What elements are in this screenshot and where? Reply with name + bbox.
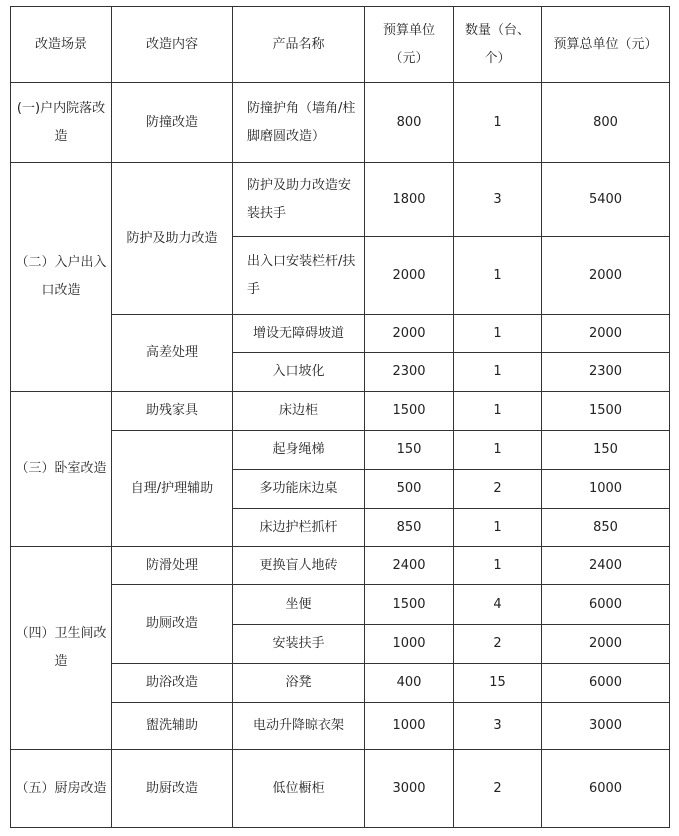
header-unit-price: 预算单位（元） [365,7,454,83]
table-row [11,83,670,163]
unit-price-cell: 400 [365,664,454,703]
product-cell: 床边护栏抓杆 [233,509,365,547]
quantity-cell: 2 [454,750,542,828]
unit-price-cell: 1800 [365,163,454,237]
product-cell: 低位橱柜 [233,750,365,828]
unit-price-cell: 2400 [365,547,454,585]
table-row [11,547,670,585]
product-cell: 防撞护角（墙角/柱脚磨圆改造） [233,83,365,163]
product-cell: 更换盲人地砖 [233,547,365,585]
header-content: 改造内容 [112,7,233,83]
header-quantity: 数量（台、个） [454,7,542,83]
total-cell: 1500 [542,392,670,431]
content-cell: 高差处理 [112,315,233,392]
scene-cell: （五）厨房改造 [11,750,112,828]
quantity-cell: 1 [454,237,542,315]
header-scene: 改造场景 [11,7,112,83]
total-cell: 150 [542,431,670,470]
unit-price-cell: 1500 [365,585,454,625]
product-cell: 坐便 [233,585,365,625]
header-product: 产品名称 [233,7,365,83]
total-cell: 2000 [542,315,670,353]
total-cell: 2400 [542,547,670,585]
content-cell: 防撞改造 [112,83,233,163]
quantity-cell: 3 [454,163,542,237]
content-cell: 助厨改造 [112,750,233,828]
unit-price-cell: 2000 [365,315,454,353]
product-cell: 多功能床边桌 [233,470,365,509]
quantity-cell: 1 [454,83,542,163]
content-cell: 防滑处理 [112,547,233,585]
quantity-cell: 2 [454,625,542,664]
total-cell: 1000 [542,470,670,509]
scene-cell: (一)户内院落改造 [11,83,112,163]
total-cell: 2300 [542,353,670,392]
total-cell: 2000 [542,237,670,315]
product-cell: 出入口安装栏杆/扶手 [233,237,365,315]
total-cell: 6000 [542,750,670,828]
product-cell: 起身绳梯 [233,431,365,470]
product-cell: 浴凳 [233,664,365,703]
content-cell: 自理/护理辅助 [112,431,233,547]
unit-price-cell: 800 [365,83,454,163]
unit-price-cell: 850 [365,509,454,547]
quantity-cell: 1 [454,509,542,547]
product-cell: 增设无障碍坡道 [233,315,365,353]
scene-cell: （二）入户出入口改造 [11,163,112,392]
quantity-cell: 15 [454,664,542,703]
scene-cell: （三）卧室改造 [11,392,112,547]
unit-price-cell: 3000 [365,750,454,828]
quantity-cell: 1 [454,392,542,431]
total-cell: 6000 [542,585,670,625]
unit-price-cell: 1000 [365,625,454,664]
header-row [11,7,670,83]
table-row [11,163,670,237]
product-cell: 防护及助力改造安装扶手 [233,163,365,237]
quantity-cell: 3 [454,703,542,750]
unit-price-cell: 500 [365,470,454,509]
total-cell: 6000 [542,664,670,703]
content-cell: 盥洗辅助 [112,703,233,750]
product-cell: 入口坡化 [233,353,365,392]
total-cell: 3000 [542,703,670,750]
scene-cell: （四）卫生间改造 [11,547,112,750]
content-cell: 助残家具 [112,392,233,431]
quantity-cell: 4 [454,585,542,625]
content-cell: 防护及助力改造 [112,163,233,315]
quantity-cell: 1 [454,431,542,470]
unit-price-cell: 1500 [365,392,454,431]
total-cell: 800 [542,83,670,163]
total-cell: 5400 [542,163,670,237]
total-cell: 2000 [542,625,670,664]
unit-price-cell: 1000 [365,703,454,750]
quantity-cell: 1 [454,353,542,392]
total-cell: 850 [542,509,670,547]
content-cell: 助厕改造 [112,585,233,664]
quantity-cell: 1 [454,547,542,585]
unit-price-cell: 2300 [365,353,454,392]
header-total: 预算总单位（元） [542,7,670,83]
quantity-cell: 2 [454,470,542,509]
product-cell: 安装扶手 [233,625,365,664]
renovation-budget-table [10,6,670,828]
table-row [11,392,670,431]
unit-price-cell: 150 [365,431,454,470]
quantity-cell: 1 [454,315,542,353]
product-cell: 床边柜 [233,392,365,431]
product-cell: 电动升降晾衣架 [233,703,365,750]
unit-price-cell: 2000 [365,237,454,315]
table-row [11,750,670,828]
content-cell: 助浴改造 [112,664,233,703]
